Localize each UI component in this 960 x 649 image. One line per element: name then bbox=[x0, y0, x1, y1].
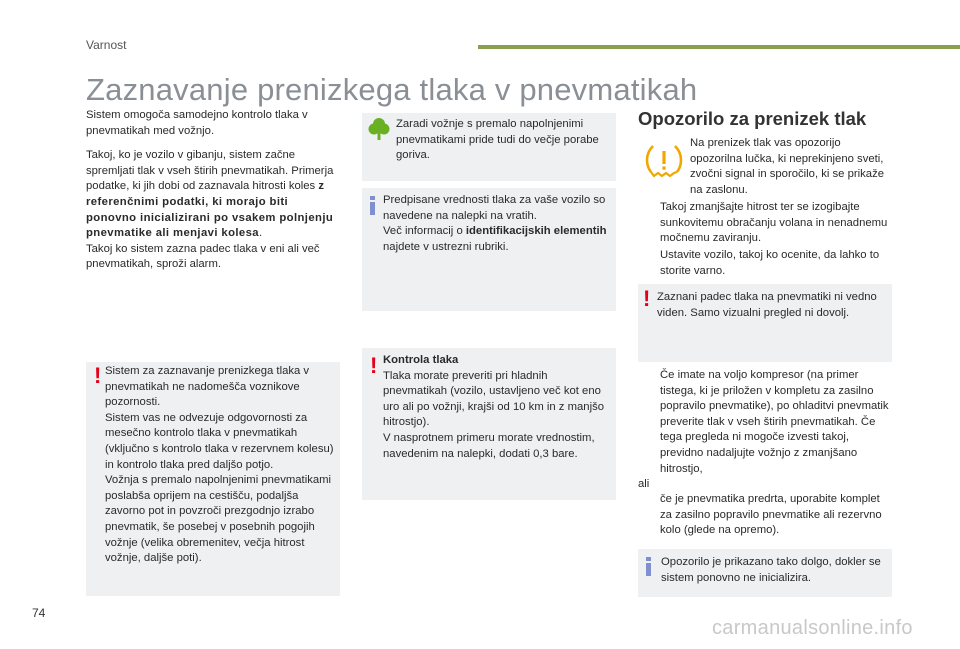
bullet-item: če je pnevmatika predrta, uporabite komplet za zasilno popravilo pnevmatike ali rezervno kolo (glede na opremo). bbox=[660, 493, 882, 537]
eco-tree-icon bbox=[368, 117, 390, 141]
left-warning-text: Sistem za zaznavanje prenizkega tlaka v pnevmatikah ne nadomešča voznikove pozornosti. Sistem vas ne odvezuje odgovornosti za mesečno kontrolo tlaka v pnevmatikah (vključno s kontrolo tlaka v rezervnem kolesu) in kontrolo tlaka pred daljšo potjo. Vožnja s premalo napolnjenimi pnevmatikami poslabša oprijem na cestišču, podaljša zavorno pot in povzroči prezgodnjo izrabo pnevmatik, še posebej v posebnih pogojih vožnje (velika obremenitev, večja hitrost vožnje, daljše poti). bbox=[105, 365, 334, 565]
page-number: 74 bbox=[32, 606, 46, 620]
left-warning-box bbox=[86, 362, 340, 596]
info-icon bbox=[646, 557, 651, 576]
reinit-emphasis: z referenčnimi podatki, ki morajo biti ponovno inicializirani po vsakem polnjenju pnevmatike ali menjavi kolesa bbox=[86, 180, 334, 240]
control-content bbox=[383, 353, 611, 462]
right-warning-text: Zaznani padec tlaka na pnevmatiki ni vedno viden. Samo vizualni pregled ni dovolj. bbox=[657, 291, 877, 319]
section-label: Varnost bbox=[86, 38, 127, 52]
eco-text: Zaradi vožnje s premalo napolnjenimi pnevmatikami pride tudi do večje porabe goriva. bbox=[396, 118, 599, 162]
eco-box bbox=[362, 113, 616, 181]
left-column bbox=[86, 108, 338, 282]
bullet-item: Takoj zmanjšajte hitrost ter se izogibajte sunkovitemu obračanju volana in nenadnemu močnemu zaviranju. bbox=[660, 201, 888, 245]
ali-connector: ali bbox=[638, 478, 650, 490]
low-pressure-heading: Opozorilo za prenizek tlak bbox=[638, 108, 867, 129]
warning-icon: ! bbox=[94, 363, 102, 388]
intro-paragraph: Sistem omogoča samodejno kontrolo tlaka v pnevmatikah med vožnjo. bbox=[86, 109, 308, 137]
alarm-paragraph: Takoj ko sistem zazna padec tlaka v eni ali več pnevmatikah, sproži alarm. bbox=[86, 242, 320, 271]
warning-icon: ! bbox=[370, 353, 378, 378]
right-info-box bbox=[638, 549, 892, 597]
page-title: Zaznavanje prenizkega tlaka v pnevmatikah bbox=[86, 72, 698, 107]
control-box bbox=[362, 348, 616, 500]
bullet-item: Ustavite vozilo, takoj ko ocenite, da lahko to storite varno. bbox=[660, 249, 880, 277]
identification-emphasis: identifikacijskih elementih bbox=[465, 225, 607, 238]
monitoring-paragraph: Takoj, ko je vozilo v gibanju, sistem začne spremljati tlak v vseh štirih pnevmatikah. Primerja podatke, ki jih dobi od zaznavala hitrosti koles z referenčnimi podatki, ki morajo biti ponovno inicializirani po vsakem polnjenju pnevmatike ali menjavi kolesa. bbox=[86, 149, 334, 240]
tire-pressure-warning-lamp-icon bbox=[644, 143, 684, 179]
right-warning-box bbox=[638, 284, 892, 362]
info-box-pressure bbox=[362, 188, 616, 311]
bullet-item: Če imate na voljo kompresor (na primer tistega, ki je priložen v kompletu za zasilno popravilo pnevmatike), po ohladitvi pnevmatik preverite tlak v vseh štirih pnevmatikah. Če tega pregleda ni mogoče izvesti takoj, previdno nadaljujte vožnjo z zmanjšano hitrostjo, bbox=[660, 369, 889, 475]
info-box-text: Predpisane vrednosti tlaka za vaše vozilo so navedene na nalepki na vratih. Več informacij o identifikacijskih elementih najdete v ustrezni rubriki. bbox=[383, 194, 607, 253]
header-rule bbox=[478, 45, 960, 49]
warning-lamp-description: Na prenizek tlak vas opozorijo opozorilna lučka, ki neprekinjeno sveti, zvočni signal in sporočilo, ki se prikaže na zaslonu. bbox=[690, 137, 885, 196]
control-title: Kontrola tlaka bbox=[383, 354, 459, 366]
control-text: Tlaka morate preveriti pri hladnih pnevmatikah (vozilo, ustavljeno več kot eno uro ali po vožnji, krajši od 10 km in z manjšo hitrostjo). V nasprotnem primeru morate vrednostim, navedenim na nalepki, dodati 0,3 bare. bbox=[383, 369, 605, 460]
warning-icon: ! bbox=[643, 286, 651, 311]
right-info-text: Opozorilo je prikazano tako dolgo, dokler se sistem ponovno ne inicializira. bbox=[661, 556, 881, 584]
info-icon bbox=[370, 196, 375, 215]
watermark: carmanualsonline.info bbox=[712, 617, 913, 639]
